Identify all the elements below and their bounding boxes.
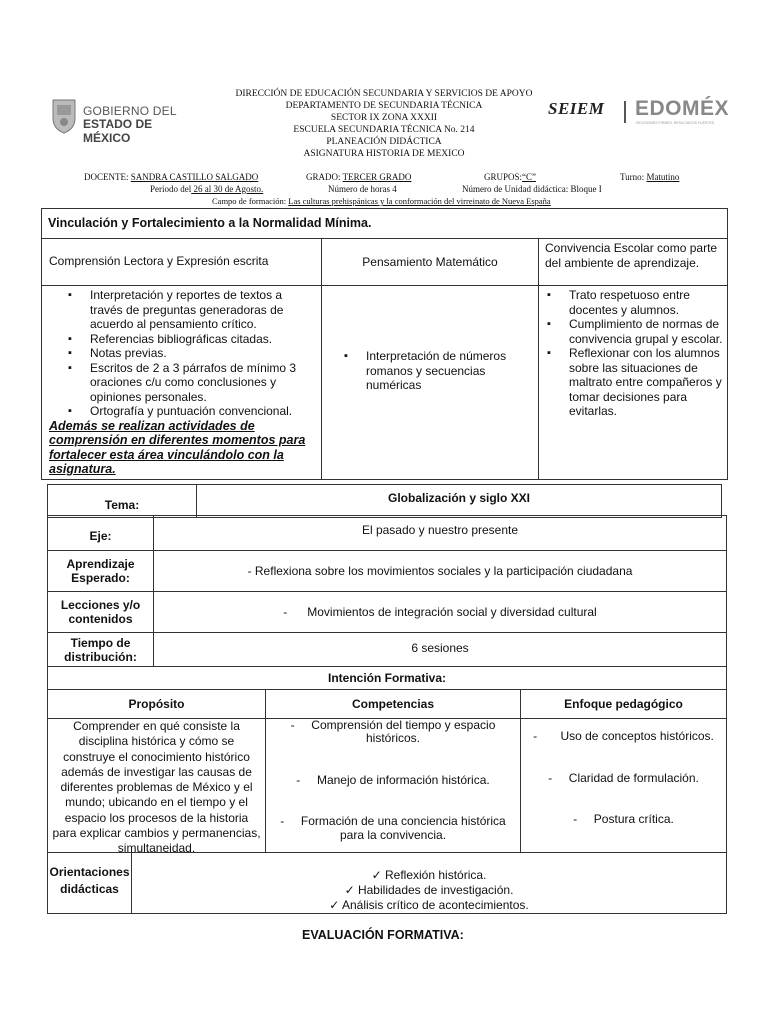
docente-value: SANDRA CASTILLO SALGADO [130,172,259,182]
tiempo-value: 6 sesiones [411,641,469,655]
grado-field: GRADO: TERCER GRADO [306,172,412,182]
list-item: ▪ Ortografía y puntuación convencional. [46,404,313,419]
header-line: DIRECCIÓN DE EDUCACIÓN SECUNDARIA Y SERVICIOS DE APOYO [235,89,533,99]
orientaciones-label-cell [47,852,132,914]
orientaciones-cell [131,852,727,914]
campo-field: Campo de formación: Las culturas prehispánicas y la conformación del virreinato de Nueva España [212,196,551,206]
campo-value: Las culturas prehispánicas y la conformación del virreinato de Nueva España [288,196,551,206]
competencias-cell [265,718,521,853]
lecciones-label: Lecciones y/o contenidos [60,598,141,626]
turno-field: Turno: Matutino [620,172,680,182]
tiempo-label-cell [47,632,154,667]
proposito-header-cell [47,689,266,719]
col1-note: Además se realizan actividades de comprensión en diferentes momentos para fortalecer esta área vinculándolo con la asignatura. [49,418,306,476]
col2-list [322,349,528,393]
edomex-tagline: DECISIONES FIRMES, RESULTADOS FUERTES [636,121,715,125]
col1-list [46,288,313,419]
gobierno-line1: GOBIERNO DEL [83,104,177,118]
aprendizaje-value: - Reflexiona sobre los movimientos sociales y la participación ciudadana [247,564,633,578]
header-line: SECTOR IX ZONA XXXII [330,113,438,123]
tema-label-cell [47,484,197,518]
intencion-cell [47,666,727,690]
edomex-text: EDOMÉX [635,97,730,120]
list-item: ✓ Reflexión histórica. [371,868,487,882]
header-line: ASIGNATURA HISTORIA DE MEXICO [303,149,465,159]
grupos-value: “C” [522,172,537,182]
turno-value: Matutino [646,172,680,182]
unidad-field: Número de Unidad didáctica: Bloque I [462,184,602,194]
eje-label-cell [47,515,154,551]
horas-field: Número de horas 4 [328,184,397,194]
list-item: - Postura crítica. [573,812,674,827]
col2-header-cell [321,238,539,286]
eje-label: Eje: [89,529,112,543]
list-item: - Claridad de formulación. [548,770,699,785]
list-item: ▪ Referencias bibliográficas citadas. [46,332,313,347]
list-item: ▪ Reflexionar con los alumnos sobre las situaciones de maltrato entre compañeros y tomar decisiones para evitarlas. [525,346,723,419]
header-line: PLANEACIÓN DIDÁCTICA [326,137,442,147]
document-header [160,88,608,160]
col2-header: Pensamiento Matemático [362,255,498,269]
orientaciones-label: Orientaciones didácticas [49,865,130,896]
list-item: - Formación de una conciencia histórica para la convivencia. [280,814,510,842]
list-item: ▪ Interpretación de números romanos y secuencias numéricas [322,349,528,393]
list-item: - Uso de conceptos históricos. [533,729,714,744]
col1-body-cell [41,285,322,480]
evaluacion-heading: EVALUACIÓN FORMATIVA: [302,928,464,942]
intencion-label: Intención Formativa: [327,671,446,685]
tema-value-cell [196,484,722,518]
list-item: ▪ Trato respetuoso entre docentes y alumnos. [525,288,723,317]
docente-field: DOCENTE: SANDRA CASTILLO SALGADO [84,172,259,182]
tiempo-label: Tiempo de distribución: [64,635,137,664]
proposito-header: Propósito [128,697,185,711]
grado-value: TERCER GRADO [342,172,412,182]
vinculacion-title: Vinculación y Fortalecimiento a la Normalidad Mínima. [48,216,372,230]
list-item: - Manejo de información histórica. [296,772,490,787]
col2-body-cell [321,285,539,480]
list-item: ▪ Cumplimiento de normas de convivencia grupal y escolar. [525,317,723,346]
enfoque-header: Enfoque pedagógico [564,697,683,711]
header-line: ESCUELA SECUNDARIA TÉCNICA No. 214 [293,125,475,135]
list-item: - Comprensión del tiempo y espacio históricos. [290,717,499,746]
enfoque-list [533,702,714,855]
eje-value: El pasado y nuestro presente [361,523,519,537]
aprendizaje-label-cell [47,550,154,592]
col1-header-cell [41,238,322,286]
tiempo-value-cell [153,632,727,667]
list-item: ▪ Interpretación y reportes de textos a través de preguntas generadoras de acuerdo al pensamiento crítico. [46,288,313,332]
aprendizaje-value-cell [153,550,727,592]
tema-value: Globalización y siglo XXI [387,491,531,505]
coat-of-arms-icon [50,96,78,134]
proposito-cell [47,718,266,856]
header-line: DEPARTAMENTO DE SECUNDARIA TÉCNICA [285,101,483,111]
lecciones-value-cell [153,591,727,633]
enfoque-cell [520,718,727,853]
gobierno-line2: ESTADO DE MÉXICO [83,117,153,145]
col3-header: Convivencia Escolar como parte del ambiente de aprendizaje. [545,241,718,270]
col1-header: Comprensión Lectora y Expresión escrita [49,254,269,268]
lecciones-value: - Movimientos de integración social y diversidad cultural [283,605,597,619]
seiem-text: SEIEM [548,99,605,118]
orientaciones-list [132,868,726,913]
col3-header-cell [538,238,728,286]
col3-list [525,288,723,419]
grupos-field: GRUPOS:“C” [484,172,537,182]
proposito-text: Comprender en qué consiste la disciplina histórica y cómo se construye el conocimiento histórico además de investigar las causas de diferentes problemas de México y el mundo; ubicando en el tiempo y el espacio los procesos de la historia para explicar cambios y permanencias, simultaneidad. [52,719,261,856]
lecciones-label-cell [47,591,154,633]
competencias-list [272,691,514,871]
tema-label: Tema: [104,498,140,512]
col3-body-cell [538,285,728,480]
list-item: ✓ Habilidades de investigación. [344,883,514,897]
competencias-header: Competencias [351,697,435,711]
periodo-value: 26 al 30 de Agosto. [191,184,264,194]
vinculacion-title-cell [41,208,728,239]
list-item: ▪ Escritos de 2 a 3 párrafos de mínimo 3 oraciones c/u como conclusiones y opiniones personales. [46,361,313,405]
list-item: ✓ Análisis crítico de acontecimientos. [329,898,529,912]
aprendizaje-label: Aprendizaje Esperado: [66,557,135,585]
logo-separator [624,101,626,123]
eje-value-cell [153,515,727,551]
list-item: ▪ Notas previas. [46,346,313,361]
periodo-field: Periodo del 26 al 30 de Agosto. [150,184,264,194]
